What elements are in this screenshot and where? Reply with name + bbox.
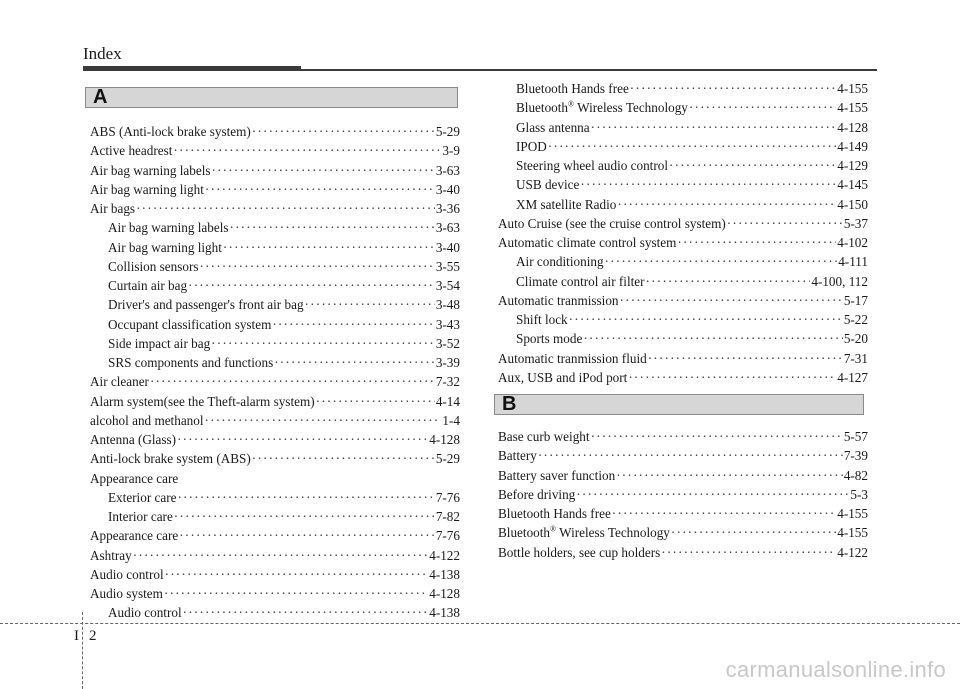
index-entry-term: Audio control xyxy=(90,566,164,582)
index-entry-term: Side impact air bag xyxy=(108,335,211,351)
index-entry xyxy=(498,468,868,486)
leader-dots xyxy=(164,586,428,602)
index-entry-page: 3-63 xyxy=(435,162,460,178)
index-entry-term: Bluetooth® Wireless Technology xyxy=(516,99,688,116)
leader-dots xyxy=(165,567,429,583)
leader-dots xyxy=(591,120,837,136)
index-entry-term: Sports mode xyxy=(516,331,583,347)
index-entry xyxy=(90,548,460,566)
watermark: carmanualsonline.info xyxy=(725,657,946,682)
index-entry-term: Air bag warning labels xyxy=(90,162,211,178)
index-entry-page: 4-129 xyxy=(837,158,868,173)
index-entry-page: 7-76 xyxy=(435,528,460,544)
section-header-a xyxy=(85,87,458,108)
index-entry xyxy=(498,448,868,466)
index-entry-term: Air conditioning xyxy=(516,254,604,270)
leader-dots xyxy=(591,429,843,445)
leader-dots xyxy=(583,331,843,347)
index-entry xyxy=(108,240,460,258)
index-entry xyxy=(90,528,460,546)
leader-dots xyxy=(661,545,836,561)
leader-dots xyxy=(305,297,435,313)
index-entry xyxy=(108,259,460,277)
index-entry xyxy=(90,124,460,142)
leader-dots xyxy=(272,317,434,333)
index-entry-term: Audio system xyxy=(90,586,163,601)
index-entry-term: USB device xyxy=(516,177,580,193)
index-entry-page: 3-40 xyxy=(435,239,460,255)
leader-dots xyxy=(205,182,435,198)
index-entry-page: 5-37 xyxy=(843,215,868,231)
index-entry-page: 3-63 xyxy=(435,220,460,236)
index-entry-term: Air bags xyxy=(90,201,136,216)
index-entry-term: Antenna (Glass) xyxy=(90,432,177,447)
index-entry-term: Bluetooth Hands free xyxy=(516,81,629,96)
index-entry-page: 4-138 xyxy=(429,605,460,621)
leader-dots xyxy=(133,548,428,564)
index-entry-term: Automatic tranmission xyxy=(498,292,619,308)
index-entry xyxy=(90,182,460,200)
leader-dots xyxy=(727,216,843,232)
index-entry xyxy=(516,331,868,349)
leader-dots xyxy=(274,355,435,371)
index-entry-term: Automatic climate control system xyxy=(498,235,677,250)
index-entry xyxy=(108,490,460,508)
header-rule-thin xyxy=(301,69,877,71)
index-entry-term: Before driving xyxy=(498,486,576,502)
index-entry-term: Steering wheel audio control xyxy=(516,158,668,173)
index-entry-term: Interior care xyxy=(108,509,173,524)
index-entry-page: 5-29 xyxy=(435,124,460,139)
index-entry-term: Active headrest xyxy=(90,143,173,159)
index-entry-term: alcohol and methanol xyxy=(90,412,204,428)
index-entry xyxy=(90,451,460,469)
index-entry-page: 3-52 xyxy=(435,335,460,351)
index-entry-term: Air bag warning light xyxy=(108,239,222,255)
leader-dots xyxy=(183,605,429,621)
index-entry-term: Audio control xyxy=(108,605,182,621)
index-entry-page: 7-82 xyxy=(435,509,460,524)
index-entry-term: Air bag warning light xyxy=(90,181,204,197)
index-entry-term: Ashtray xyxy=(90,547,132,563)
index-entry xyxy=(108,336,460,354)
leader-dots xyxy=(136,201,435,217)
index-entry-page: 4-14 xyxy=(435,393,460,409)
index-entry xyxy=(516,197,868,215)
index-entry xyxy=(516,139,868,157)
index-entry-page: 4-102 xyxy=(837,235,868,250)
index-entry-term: Curtain air bag xyxy=(108,278,188,293)
index-entry-term: Appearance care xyxy=(90,528,179,544)
index-entry-page: 4-149 xyxy=(837,138,868,154)
index-entry xyxy=(108,317,460,335)
index-entry xyxy=(108,278,460,296)
index-entry xyxy=(90,374,460,392)
index-entry-term: Alarm system(see the Theft-alarm system) xyxy=(90,393,315,409)
leader-dots xyxy=(538,448,843,464)
index-entry-page: 4-150 xyxy=(837,196,868,212)
leader-dots xyxy=(211,163,434,179)
index-entry-term: IPOD xyxy=(516,138,547,154)
index-entry-page: 4-100, 112 xyxy=(811,273,868,289)
leader-dots xyxy=(628,370,836,386)
leader-dots xyxy=(677,235,836,251)
index-entry-term: Shift lock xyxy=(516,312,568,327)
index-entry-term: Aux, USB and iPod port xyxy=(498,369,628,385)
index-entry-page: 5-29 xyxy=(435,451,460,467)
header-rule-thick xyxy=(83,66,301,71)
index-entry-page: 3-55 xyxy=(435,258,460,274)
index-entry xyxy=(516,120,868,138)
index-entry xyxy=(516,100,868,118)
index-entry-page: 4-155 xyxy=(837,506,868,521)
index-entry-term: Bluetooth Hands free xyxy=(498,506,611,521)
index-entry-term: Driver's and passenger's front air bag xyxy=(108,297,304,313)
index-entry-page: 4-127 xyxy=(837,369,868,385)
section-letter: A xyxy=(93,86,108,108)
index-entry-page: 7-32 xyxy=(435,374,460,390)
leader-dots xyxy=(223,240,435,256)
index-entry xyxy=(90,586,460,604)
index-entry-page: 4-111 xyxy=(838,254,868,270)
index-entry xyxy=(90,394,460,412)
leader-dots xyxy=(177,490,434,506)
footer-page-number: 2 xyxy=(89,628,97,644)
index-entry xyxy=(108,509,460,527)
index-entry-page: 3-36 xyxy=(435,201,460,216)
index-entry-page: 3-48 xyxy=(435,297,460,313)
leader-dots xyxy=(620,293,843,309)
index-entry xyxy=(516,274,868,292)
index-entry-term: Occupant classification system xyxy=(108,316,272,332)
index-entry-term: Battery saver function xyxy=(498,467,616,483)
leader-dots xyxy=(211,336,435,352)
index-entry-page: 4-138 xyxy=(429,566,460,582)
index-entry-page: 5-17 xyxy=(843,292,868,308)
index-entry xyxy=(90,471,460,489)
index-entry xyxy=(498,293,868,311)
index-entry-page: 3-9 xyxy=(442,143,460,159)
leader-dots xyxy=(648,351,843,367)
section-letter: B xyxy=(502,393,517,415)
leader-dots xyxy=(200,259,435,275)
leader-dots xyxy=(173,143,441,159)
index-entry-term: ABS (Anti-lock brake system) xyxy=(90,124,251,139)
footer-divider-horizontal xyxy=(0,623,960,624)
leader-dots xyxy=(150,374,435,390)
leader-dots xyxy=(316,394,435,410)
index-entry xyxy=(516,312,868,330)
section-header-b xyxy=(494,394,864,415)
leader-dots xyxy=(576,487,849,503)
index-entry xyxy=(498,429,868,447)
index-entry-page: 1-4 xyxy=(442,412,460,428)
index-entry xyxy=(516,254,868,272)
index-entry-term: Climate control air filter xyxy=(516,273,645,289)
index-entry-term: Auto Cruise (see the cruise control system) xyxy=(498,215,726,231)
index-entry-term: Air cleaner xyxy=(90,374,149,390)
leader-dots xyxy=(179,528,435,544)
index-entry-page: 4-145 xyxy=(837,177,868,193)
index-entry-term: SRS components and functions xyxy=(108,355,274,370)
leader-dots xyxy=(580,177,836,193)
index-entry-page: 4-128 xyxy=(837,119,868,135)
footer-section-letter: I xyxy=(74,628,79,644)
index-entry xyxy=(516,177,868,195)
leader-dots xyxy=(252,124,435,140)
leader-dots xyxy=(630,81,836,97)
index-entry xyxy=(108,220,460,238)
index-entry xyxy=(90,413,460,431)
index-entry-page: 4-155 xyxy=(837,81,868,96)
index-entry-page: 3-39 xyxy=(435,355,460,370)
index-entry-page: 7-76 xyxy=(435,489,460,505)
index-entry-page: 5-57 xyxy=(843,429,868,444)
leader-dots xyxy=(646,274,811,290)
index-entry-page: 7-39 xyxy=(843,448,868,464)
index-entry-page: 5-3 xyxy=(850,486,868,502)
index-entry-page: 4-128 xyxy=(429,432,460,447)
index-entry xyxy=(498,370,868,388)
index-entry xyxy=(498,216,868,234)
index-entry-term: Bottle holders, see cup holders xyxy=(498,544,661,560)
index-entry-term: Bluetooth® Wireless Technology xyxy=(498,524,670,541)
index-entry xyxy=(498,235,868,253)
page-title: Index xyxy=(83,44,122,63)
index-entry xyxy=(90,567,460,585)
leader-dots xyxy=(605,254,838,270)
index-entry-term: Base curb weight xyxy=(498,429,590,444)
index-entry-page: 4-122 xyxy=(837,544,868,560)
index-entry-term: Exterior care xyxy=(108,489,177,505)
index-entry-term: Battery xyxy=(498,448,537,464)
index-entry-page: 3-43 xyxy=(435,316,460,332)
leader-dots xyxy=(616,468,843,484)
leader-dots xyxy=(174,509,435,525)
index-entry-page: 4-155 xyxy=(837,100,868,116)
leader-dots xyxy=(205,413,442,429)
index-entry xyxy=(90,432,460,450)
index-entry-term: Anti-lock brake system (ABS) xyxy=(90,451,251,467)
index-entry-page: 5-20 xyxy=(843,331,868,347)
leader-dots xyxy=(669,158,836,174)
index-entry xyxy=(516,158,868,176)
index-entry-page: 5-22 xyxy=(843,312,868,327)
index-entry xyxy=(90,201,460,219)
index-entry-page: 4-128 xyxy=(429,586,460,601)
leader-dots xyxy=(689,100,836,116)
index-entry xyxy=(498,487,868,505)
index-entry xyxy=(498,351,868,369)
leader-dots xyxy=(177,432,428,448)
index-entry-term: Automatic tranmission fluid xyxy=(498,350,647,366)
index-entry-term: XM satellite Radio xyxy=(516,196,617,212)
index-entry xyxy=(90,143,460,161)
index-entry xyxy=(498,506,868,524)
index-entry-term: Glass antenna xyxy=(516,119,590,135)
index-entry xyxy=(498,525,868,543)
index-entry xyxy=(108,297,460,315)
index-entry xyxy=(516,81,868,99)
leader-dots xyxy=(252,451,435,467)
index-entry-page: 3-54 xyxy=(435,278,460,293)
leader-dots xyxy=(229,220,434,236)
leader-dots xyxy=(569,312,843,328)
index-entry-page: 4-122 xyxy=(429,547,460,563)
index-entry-page: 4-155 xyxy=(837,525,868,541)
leader-dots xyxy=(548,139,836,155)
leader-dots xyxy=(671,525,836,541)
index-entry-term: Appearance care xyxy=(90,470,179,486)
leader-dots xyxy=(617,197,836,213)
index-entry-term: Air bag warning labels xyxy=(108,220,229,236)
index-entry xyxy=(498,545,868,563)
index-entry xyxy=(90,163,460,181)
leader-dots xyxy=(612,506,836,522)
index-entry-page: 3-40 xyxy=(435,181,460,197)
index-entry-page: 7-31 xyxy=(843,350,868,366)
index-entry xyxy=(108,605,460,623)
index-entry-term: Collision sensors xyxy=(108,258,199,274)
leader-dots xyxy=(188,278,435,294)
index-entry-page: 4-82 xyxy=(843,467,868,483)
index-entry xyxy=(108,355,460,373)
